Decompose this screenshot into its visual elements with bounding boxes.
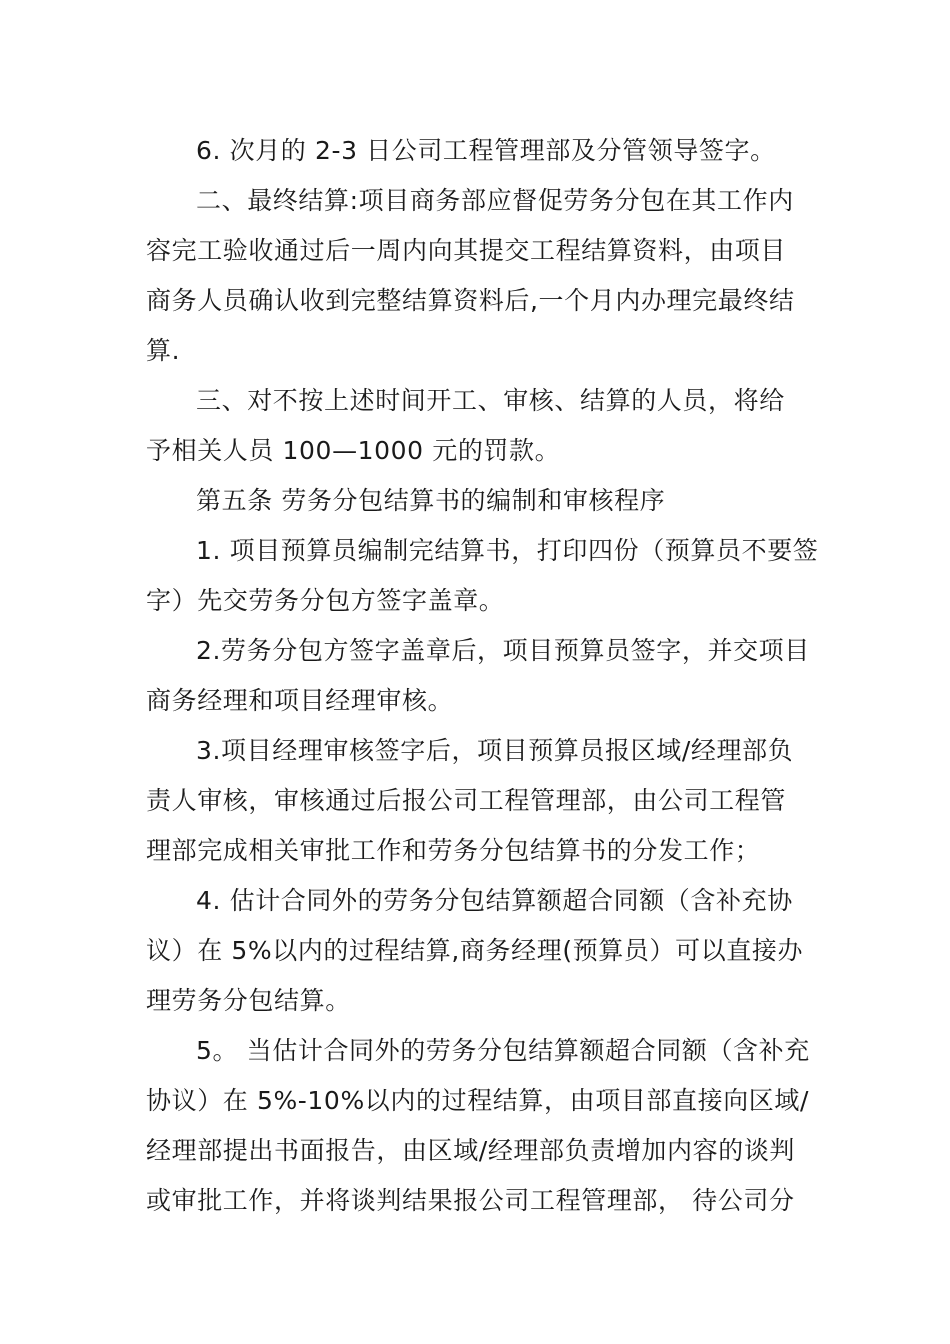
text-line-2: 二、最终结算:项目商务部应督促劳务分包在其工作内: [196, 186, 794, 215]
text-line-18: 理劳务分包结算。: [146, 986, 351, 1015]
section-heading: 第五条 劳务分包结算书的编制和审核程序: [196, 486, 666, 515]
text-line-14: 责人审核，审核通过后报公司工程管理部，由公司工程管: [146, 786, 787, 815]
text-line-20: 协议）在 5%-10%以内的过程结算，由项目部直接向区域/: [146, 1086, 810, 1115]
text-line-5: 算.: [146, 336, 181, 365]
text-line-10: 字）先交劳务分包方签字盖章。: [146, 586, 505, 615]
text-line-21: 经理部提出书面报告，由区域/经理部负责增加内容的谈判: [146, 1136, 796, 1165]
text-line-12: 商务经理和项目经理审核。: [146, 686, 454, 715]
text-line-22: 或审批工作，并将谈判结果报公司工程管理部， 待公司分: [146, 1186, 795, 1215]
text-line-1: 6. 次月的 2-3 日公司工程管理部及分管领导签字。: [196, 136, 776, 165]
text-line-16: 4. 估计合同外的劳务分包结算额超合同额（含补充协: [196, 886, 793, 915]
text-line-11: 2.劳务分包方签字盖章后，项目预算员签字，并交项目: [196, 636, 810, 665]
text-line-19: 5。 当估计合同外的劳务分包结算额超合同额（含补充: [196, 1036, 810, 1065]
text-line-15: 理部完成相关审批工作和劳务分包结算书的分发工作；: [146, 836, 761, 865]
text-line-3: 容完工验收通过后一周内向其提交工程结算资料，由项目: [146, 236, 787, 265]
text-line-6: 三、对不按上述时间开工、审核、结算的人员，将给: [196, 386, 785, 415]
text-line-17: 议）在 5%以内的过程结算,商务经理(预算员）可以直接办: [146, 936, 804, 965]
text-line-7: 予相关人员 100—1000 元的罚款。: [146, 436, 561, 465]
text-line-9: 1. 项目预算员编制完结算书，打印四份（预算员不要签: [196, 536, 819, 565]
text-line-4: 商务人员确认收到完整结算资料后,一个月内办理完最终结: [146, 286, 795, 315]
text-line-13: 3.项目经理审核签字后，项目预算员报区域/经理部负: [196, 736, 794, 765]
